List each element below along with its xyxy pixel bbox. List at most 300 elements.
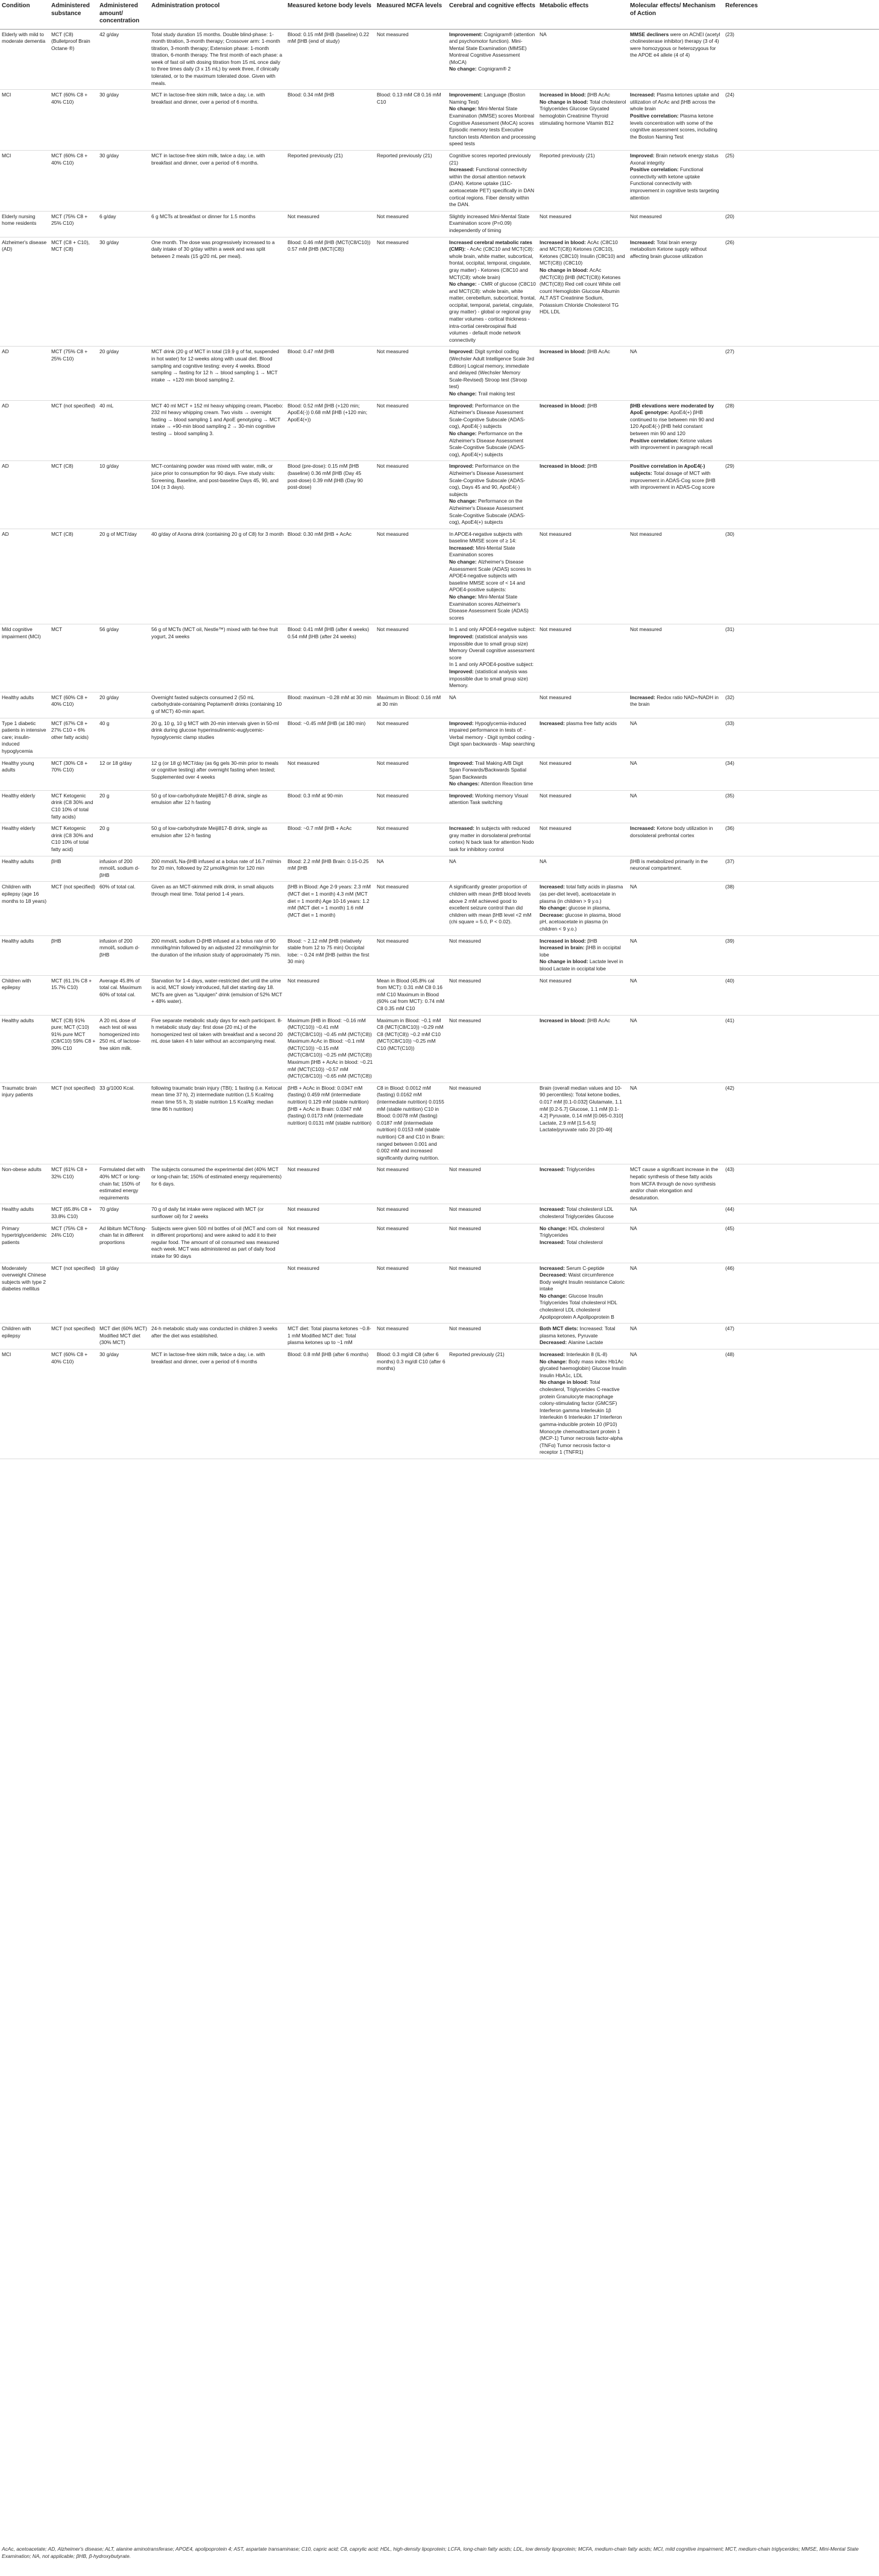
cell-refs: (39) [723,935,879,975]
finding-text: βHB [587,463,597,470]
finding-label: Increased: [630,694,657,700]
finding-text: Glucose Insulin Triglycerides Total cholesterol HDL cholesterol LDL cholesterol Apolipoprotein A Apolipoprotein B [540,1292,617,1320]
cell-molecular [628,29,723,90]
cell-substance: MCT (61% C8 + 32% C10) [49,1164,98,1204]
finding-text: AcAc (C8C10 and MCT(C8)) Ketones (C8C10), Ketones (C8C10) Insulin (C8C10) and MCT(C8)) (C8C10) [540,239,625,266]
finding-label: Increased cerebral metabolic rates (CMR): [449,239,532,253]
cell-amount: 20 g/day [98,347,150,400]
table-footnote: AcAc, acetoacetate; AD, Alzheimer's disease; ALT, alanine aminotransferase; APOE4, apolipoprotein 4; AST, aspartate transaminase; C10, capric acid; C8, caprylic acid; HDL, high-density lipoprotein; LCFA, long-chain fatty acids; LDL, low density lipoprotein; MCFA, medium-chain fatty acids; MCI, mild cognitive impairment; MCT, medium-chain triglycerides; MMSE, Mini-Mental State Examination; NA, not applicable; βHB, β-hydroxybutyrate. [2,2546,859,2559]
cell-cerebral [447,211,538,237]
finding-label: Increased: [540,1351,567,1358]
cell-protocol: Total study duration 15 months. Double blind-phase: 1-month titration, 3-month therapy; Crossover arm: 1-month titration, 3-month therapy; Extension phase: 1-month titration, 6-month therapy. The first month of each phase: a week of fast oil with dosing titration from 15 mL once daily to three times daily (3 x 15 mL) by week three, if clinically tolerated, or to the maximum tolerated dose. Given with meals. [150,29,286,90]
finding-text: Waist circumference Body weight Insulin resistance Caloric intake [540,1272,625,1292]
cell-cerebral [447,461,538,529]
cell-condition: Healthy elderly [0,790,49,823]
finding-label: No change: [449,559,478,565]
cell-metabolic: Reported previously (21) [538,151,628,212]
cell-amount: infusion of 200 mmol/L sodium d-βHB [98,856,150,882]
cell-ketones: Not measured [286,975,375,1015]
cell-metabolic [538,1223,628,1263]
column-header: Measured MCFA levels [375,0,447,29]
cell-protocol: Five separate metabolic study days for each participant. 8-h metabolic study day: first dose (20 mL) of the homogenized test oil taken with breakfast and a second 20 mL dose taken 4 h later without an accompanying meal. [150,1015,286,1082]
finding-text: Mini-Mental State Examination scores Alzheimer's Disease Assessment Scale (ADAS) scores [449,594,529,621]
finding-text: In 1 and only APOE4-negative subject: [449,626,536,633]
cell-mcfa: Not measured [375,758,447,790]
finding-label: Increased in blood: [540,1017,588,1023]
cell-refs: (24) [723,90,879,151]
cell-refs: (32) [723,692,879,718]
cell-condition: AD [0,347,49,400]
cell-molecular: NA [628,975,723,1015]
cell-molecular: NA [628,882,723,935]
finding-label: Increased in blood: [540,937,588,944]
cell-ketones: βHB in Blood: Age 2-9 years: 2.3 mM (MCT diet = 1 month) 4.3 mM (MCT diet = 1 month) Age 10-16 years: 1.2 mM (MCT diet = 1 month) 1.6 mM (MCT diet = 1 month) [286,882,375,935]
cell-protocol: 12 g (or 18 g) MCT/day (as 6g gels 30-min prior to meals or cognitive testing) after overnight fasting when tested; Supplemented over 4 weeks [150,758,286,790]
finding-label: Increased in brain: [540,944,586,951]
finding-text: Total cholesterol [566,1239,603,1245]
cell-ketones: Not measured [286,1164,375,1204]
cell-refs: (28) [723,400,879,461]
cell-ketones: Not measured [286,1223,375,1263]
cell-refs: (41) [723,1015,879,1082]
finding-text: Not measured [449,1264,481,1271]
finding-text: (statistical analysis was impossible due to small group size) Memory. [449,668,528,689]
cell-condition: AD [0,400,49,461]
finding-text: A significantly greater proportion of children with mean βHB blood levels above 2 mM achieved good to excellent seizure control than did children with mean βHB level <2 mM (chi square = 5.0, P < 0.02). [449,884,532,925]
cell-condition: Elderly nursing home residents [0,211,49,237]
cell-protocol: 20 g, 10 g, 10 g MCT with 20-min intervals given in 50-ml drink during glucose hyperinsulinemic-euglycemic-hypoglycemic clamp studies [150,718,286,758]
cell-molecular [628,151,723,212]
cell-molecular: NA [628,1223,723,1263]
cell-mcfa: Not measured [375,461,447,529]
cell-substance: MCT (61.1% C8 + 15.7% C10) [49,975,98,1015]
cell-substance: MCT (75% C8 + 24% C10) [49,1223,98,1263]
finding-text: Total cholesterol LDL cholesterol Triglycerides Glucose [540,1206,614,1219]
cell-condition: Healthy adults [0,1204,49,1223]
finding-text: In subjects with reduced gray matter in dorsolateral prefrontal cortex) N back task for attention Nodo task for inhibitory control [449,825,534,853]
finding-text: Cognigram® (attention and psychomotor function). Mini-Mental State Examination (MMSE) Montreal Cognitive Assessment (MoCA) [449,31,535,65]
table-row [0,29,879,90]
finding-text: In APOE4-negative subjects with baseline MMSE score of ≥ 14: [449,530,523,544]
finding-label: MMSE decliners [630,31,670,37]
finding-label: Increased: [630,825,657,832]
cell-ketones: Not measured [286,211,375,237]
finding-label: No change: [449,281,478,287]
cell-molecular: NA [628,790,723,823]
cell-refs: (37) [723,856,879,882]
finding-text: Working memory Visual attention Task switching [449,792,528,806]
cell-amount: 12 or 18 g/day [98,758,150,790]
finding-text: Not measured [630,626,662,633]
column-header: References [723,0,879,29]
cell-mcfa: Not measured [375,400,447,461]
cell-molecular [628,692,723,718]
finding-label: Increased: [540,1264,567,1271]
cell-cerebral [447,1015,538,1082]
cell-ketones: βHB + AcAc in Blood: 0.0347 mM (fasting) 0.459 mM (intermediate nutrition) 0.129 mM (stable nutrition) βHB + AcAc in Brain: 0.0347 mM (fasting) 0.0173 mM (intermediate nutrition) 0.0131 mM (stable nutrition) [286,1082,375,1164]
cell-cerebral [447,400,538,461]
finding-text: Not measured [449,1084,481,1091]
cell-protocol: MCT in lactose-free skim milk, twice a day, i.e. with breakfast and dinner, over a period of 6 months [150,1349,286,1459]
cell-protocol [150,1263,286,1324]
cell-mcfa: Not measured [375,1204,447,1223]
cell-condition: AD [0,529,49,624]
cell-cerebral [447,1324,538,1349]
cell-protocol: The subjects consumed the experimental diet (40% MCT or long-chain fat; 150% of estimated energy requirements) for 6 days. [150,1164,286,1204]
table-header-row [0,0,879,29]
finding-label: Increased: [540,1166,567,1173]
cell-metabolic [538,1349,628,1459]
finding-label: No change: [540,905,569,911]
cell-refs: (31) [723,624,879,692]
finding-label: No change: [540,1225,569,1231]
finding-label: No change in blood: [540,1379,590,1386]
table-row [0,1015,879,1082]
cell-amount: 6 g/day [98,211,150,237]
finding-label: Increased: [540,1239,567,1245]
cell-ketones: Blood: maximum ~0.28 mM at 30 min [286,692,375,718]
finding-text: Not measured [630,530,662,537]
cell-mcfa: Not measured [375,29,447,90]
column-header: Administered amount/ concentration [98,0,150,29]
finding-label: Increased: [449,166,476,173]
finding-text: Performance on the Alzheimer's Disease Assessment Scale-Cognitive Subscale (ADAS-cog), Days 45 and 90, ApoE4(-) subjects [449,463,526,497]
cell-ketones: Reported previously (21) [286,151,375,212]
cell-metabolic: Not measured [538,692,628,718]
cell-refs: (42) [723,1082,879,1164]
cell-amount: 60% of total cal. [98,882,150,935]
finding-text: Body mass index Hb1Ac glycated haemoglobin) Glucose Insulin Insulin HbA1c, LDL [540,1358,626,1378]
cell-substance: βHB [49,856,98,882]
cell-protocol: 56 g of MCTs (MCT oil, Nestle™) mixed with fat-free fruit yogurt, 24 weeks [150,624,286,692]
cell-amount: Formulated diet with 40% MCT or long-chain fat; 150% of estimated energy requirements [98,1164,150,1204]
cell-amount: 30 g/day [98,1349,150,1459]
finding-label: No change: [540,1358,569,1365]
cell-substance: MCT (75% C8 + 25% C10) [49,211,98,237]
finding-text: Functional connectivity with ketone uptake Functional connectivity with improvement in cognitive tests targeting attention [630,166,719,201]
finding-text: total fatty acids in plasma (as per-diet level), acetoacetate in plasma (in children > 9 y.o.) [540,884,623,904]
cell-mcfa: Blood: 0.13 mM C8 0.16 mM C10 [375,90,447,151]
finding-text: glucose in plasma, blood pH, acetoacetate in plasma (in children < 9 y.o.) [540,911,621,932]
finding-text: were on AChEI (acetyl cholinesterase inhibitor) therapy (3 of 4) were homozygous or heterozygous for the APOE e4 allele (4 of 4) [630,31,720,58]
cell-amount: Average 45.8% of total cal. Maximum 60% of total cal. [98,975,150,1015]
finding-label: Improved: [449,402,475,409]
cell-condition: Primary hypertriglyceridemic patients [0,1223,49,1263]
cell-mcfa: Not measured [375,718,447,758]
cell-molecular: NA [628,1015,723,1082]
cell-metabolic [538,1164,628,1204]
cell-metabolic: Not measured [538,758,628,790]
cell-ketones: Blood: 0.3 mM at 90-min [286,790,375,823]
finding-label: Increased: [449,825,476,832]
cell-substance: MCT (C8 + C10), MCT (C8) [49,237,98,347]
finding-label: No change: [449,391,478,397]
finding-text: ApoE4(+) βHB continued to rise between min 90 and 120 ApoE4(-) βHB held constant between min 90 and 120 [630,409,714,436]
finding-text: Serum C-peptide [566,1264,605,1271]
column-header: Condition [0,0,49,29]
cell-ketones: Maximum βHB in Blood: ~0.16 mM (MCT(C10)) ~0.41 mM (MCT(C8/C10)) ~0.45 mM (MCT(C8)) Maximum AcAc in Blood: ~0.1 mM (MCT(C10)) ~0.15 mM (MCT(C8/C10)) ~0.25 mM (MCT(C8)) Maximum βHB + AcAc in blood: ~0.21 mM (MCT(C10)) ~0.57 mM (MCT(C8/C10)) ~0.65 mM (MCT(C8)) [286,1015,375,1082]
cell-refs: (47) [723,1324,879,1349]
column-header: Measured ketone body levels [286,0,375,29]
finding-text: βHB AcAc [587,1017,610,1023]
finding-text: - CMR of glucose (C8C10 and MCT(C8): whole brain, white matter, cerebellum, subcortical, frontal, occipital, temporal, parietal, cingulate, gray matter) - global or regional gray matter volumes - cortical thickness - intra-cortial cerebrospinal fluid volumes - default mode network connectivity [449,281,536,343]
column-header: Metabolic effects [538,0,628,29]
finding-label: Decreased: [540,1339,569,1346]
finding-text: Brain network energy status Axonal integrity [630,152,719,166]
table-row [0,1263,879,1324]
cell-molecular [628,856,723,882]
cell-cerebral [447,1164,538,1204]
cell-mcfa: Mean in Blood (45.8% cal from MCT): 0.31 mM C8 0.16 mM C10 Maximum in Blood (60% cal from MCT): 0.74 mM C8 0.35 mM C10 [375,975,447,1015]
table-row [0,529,879,624]
table-row [0,211,879,237]
cell-cerebral [447,935,538,975]
finding-text: βHB [587,402,597,409]
cell-protocol: 70 g of daily fat intake were replaced with MCT (or sunflower oil) for 2 weeks [150,1204,286,1223]
cell-refs: (36) [723,823,879,856]
finding-label: No change: [449,66,478,72]
cell-ketones: Blood: ~ 2.12 mM βHB (relatively stable from 12 to 75 min) Occipital lobe: ~ 0.24 mM βHB (within the first 30 min) [286,935,375,975]
cell-substance: MCT (not specified) [49,1324,98,1349]
table-row [0,400,879,461]
cell-metabolic: Not measured [538,790,628,823]
cell-amount: 30 g/day [98,90,150,151]
cell-condition: Healthy young adults [0,758,49,790]
finding-label: Both MCT diets: [540,1325,580,1332]
cell-condition: AD [0,461,49,529]
finding-text: βHB AcAc [587,92,610,98]
cell-amount: 40 g [98,718,150,758]
cell-amount: 30 g/day [98,151,150,212]
cell-metabolic [538,718,628,758]
finding-text: glucose in plasma, [568,905,611,911]
cell-protocol: One month. The dose was progressively increased to a daily intake of 30 g/day within a week and was split between 2 meals (15 g/20 mL per meal). [150,237,286,347]
table-row [0,758,879,790]
cell-amount: 30 g/day [98,237,150,347]
table-row [0,1164,879,1204]
cell-metabolic [538,1324,628,1349]
cell-molecular: NA [628,1082,723,1164]
cell-mcfa: Not measured [375,1223,447,1263]
cell-protocol: MCT in lactose-free skim milk, twice a day, i.e. with breakfast and dinner, over a period of 6 months. [150,151,286,212]
cell-protocol: 6 g MCTs at breakfast or dinner for 1.5 months [150,211,286,237]
cell-molecular [628,237,723,347]
cell-cerebral [447,790,538,823]
cell-mcfa: Not measured [375,529,447,624]
cell-cerebral [447,151,538,212]
finding-label: Increased: [540,720,567,726]
finding-text: Mini-Mental State Examination (MMSE) scores Montreal Cognitive Assessment (MoCA) scores Episodic memory tests Executive function tests Attention and processing speed tests [449,105,536,147]
cell-substance: MCT (not specified) [49,1082,98,1164]
cell-mcfa: Not measured [375,624,447,692]
cell-condition: Healthy elderly [0,823,49,856]
cell-refs: (34) [723,758,879,790]
cell-metabolic [538,935,628,975]
cell-condition: Healthy adults [0,692,49,718]
cell-amount: 20 g [98,790,150,823]
cell-mcfa: Maximum in Blood: ~0.1 mM C8 (MCT(C8/C10)) ~0.29 mM C8 (MCT(C8)) ~0.2 mM C10 (MCT(C8/C10)) ~0.25 mM C10 (MCT(C10)) [375,1015,447,1082]
cell-cerebral [447,718,538,758]
cell-substance: MCT (60% C8 + 40% C10) [49,1349,98,1459]
cell-metabolic: Not measured [538,211,628,237]
cell-metabolic [538,347,628,400]
cell-cerebral [447,624,538,692]
cell-ketones: Blood: 0.34 mM βHB [286,90,375,151]
table-row [0,692,879,718]
cell-cerebral [447,823,538,856]
cell-cerebral [447,975,538,1015]
cell-refs: (43) [723,1164,879,1204]
finding-text: Ketone values with improvement in paragraph recall [630,437,713,451]
finding-text: βHB [587,937,597,944]
cell-substance: MCT (30% C8 + 70% C10) [49,758,98,790]
cell-protocol: MCT drink (20 g of MCT in total (19.9 g of fat, suspended in hot water) for 12-weeks along with usual diet. Blood sampling and cognitive testing: every 4 weeks. Blood sampling → fasting for 12 h → blood sampling 1 → MCT intake → +120 min blood sampling 2. [150,347,286,400]
finding-text: Alanine Lactate [568,1339,603,1346]
cell-molecular [628,624,723,692]
cell-protocol: Overnight fasted subjects consumed 2 (50 mL carbohydrate-containing Peptamen® drinks (containing 10 g of MCT) 40-min apart. [150,692,286,718]
finding-text: Interleukin 8 (IL-8) [566,1351,608,1358]
finding-label: Improved: [449,720,475,726]
cell-protocol: following traumatic brain injury (TBI); 1 fasting (i.e. Ketocal mean time 37 h), 2) intermediate nutrition (1.5 Kcal/mg mean time 55 h, 3) stable nutrition 1.5 Kcal/kg: median time 86 h nutrition) [150,1082,286,1164]
table-row [0,790,879,823]
finding-text: - AcAc (C8C10 and MCT(C8): whole brain, white matter, subcortical, frontal, occipital, temporal, cingulate, gray matter) - Ketones (C8C10 and MCT(C8): whole brain) [449,246,534,280]
cell-condition: MCI [0,1349,49,1459]
cell-ketones: Blood: 0.41 mM βHB (after 4 weeks) 0.54 mM βHB (after 24 weeks) [286,624,375,692]
finding-text: Cognigram® 2 [477,66,511,72]
cell-metabolic [538,400,628,461]
cell-metabolic [538,882,628,935]
cell-metabolic [538,1263,628,1324]
cell-condition: Traumatic brain injury patients [0,1082,49,1164]
table-row [0,1204,879,1223]
cell-ketones: Blood: ~0.45 mM βHB (at 180 min) [286,718,375,758]
cell-substance: MCT (C8) [49,461,98,529]
cell-cerebral [447,692,538,718]
finding-text: Plasma ketone levels concentration with some of the cognitive assessment scores, including the Boston Naming Test [630,113,717,140]
cell-amount: MCT diet (60% MCT) Modified MCT diet (30% MCT) [98,1324,150,1349]
finding-label: No change in blood: [540,98,590,105]
finding-text: Trail Making A/B Digit Span Forwards/Backwards Spatial Span Backwards [449,759,527,780]
cell-protocol: Starvation for 1-4 days, water-restricted diet until the urine is acid, MCT slowly introduced, full diet starting day 18. MCTs are given as "Liquigen" drink (emulsion of 52% MCT + 48% water). [150,975,286,1015]
column-header: Administered substance [49,0,98,29]
cell-metabolic: Not measured [538,823,628,856]
finding-text: βHB in occipital lobe [540,944,621,958]
cell-metabolic [538,90,628,151]
cell-protocol: Given as an MCT-skimmed milk drink, in small aliquots through meal time. Total period 1-4 years. [150,882,286,935]
finding-label: Positive correlation: [630,113,680,119]
cell-refs: (25) [723,151,879,212]
cell-ketones: Blood: 0.30 mM βHB + AcAc [286,529,375,624]
cell-protocol: 50 g of low-carbohydrate Meiji817-B drink, single as emulsion after 12 h fasting [150,790,286,823]
finding-text: Not measured [449,977,481,984]
finding-text: Slightly increased Mini-Mental State Examination score (P=0.09) independently of timing [449,213,530,233]
cell-molecular: NA [628,935,723,975]
table-row [0,1223,879,1263]
cell-amount: 56 g/day [98,624,150,692]
finding-text: HDL cholesterol Triglycerides [540,1225,605,1239]
cell-mcfa: Not measured [375,211,447,237]
finding-label: Increased in blood: [540,92,588,98]
cell-mcfa: Not measured [375,347,447,400]
finding-label: Improved: [630,152,656,159]
cell-molecular: NA [628,1263,723,1324]
cell-amount: 40 mL [98,400,150,461]
cell-molecular: NA [628,1324,723,1349]
cell-molecular [628,400,723,461]
cell-mcfa: Reported previously (21) [375,151,447,212]
cell-condition: Healthy adults [0,935,49,975]
finding-text: Ketone body utilization in dorsolateral prefrontal cortex [630,825,713,838]
cell-refs: (27) [723,347,879,400]
cell-mcfa: Not measured [375,823,447,856]
cell-protocol: MCT 40 ml MCT + 152 ml heavy whipping cream, Placebo: 232 ml heavy whipping cream. Two visits → overnight fasting → blood sampling 1 and ApoE genotyping → MCT intake → +90-min blood sampling 2 → 30-min cognitive testing → blood sampling 3. [150,400,286,461]
cell-ketones: Blood: 2.2 mM βHB Brain: 0.15-0.25 mM βHB [286,856,375,882]
table-row [0,347,879,400]
cell-protocol: Subjects were given 500 ml bottles of oil (MCT and corn oil in different proportions) and were asked to add it to their regular food. The amount of oil consumed was measured each week. MCT was administered as part of daily food intake for 90 days [150,1223,286,1263]
cell-condition: MCI [0,151,49,212]
cell-cerebral [447,856,538,882]
finding-label: Increased: [630,92,657,98]
cell-mcfa: Blood: 0.3 mg/dl C8 (after 6 months) 0.3 mg/dl C10 (after 6 months) [375,1349,447,1459]
cell-cerebral [447,882,538,935]
cell-molecular [628,461,723,529]
cell-refs: (38) [723,882,879,935]
finding-label: Improved: [449,463,475,470]
finding-label: Increased: [540,1206,567,1213]
cell-molecular: NA [628,758,723,790]
finding-text: βHB AcAc [587,348,610,355]
cell-amount: 18 g/day [98,1263,150,1324]
cell-metabolic: Not measured [538,624,628,692]
finding-text: Total cholesterol Triglycerides Glucose Glycated hemoglobin Creatinine Thyroid stimulating hormone Vitamin B12 [540,98,626,126]
cell-amount: A 20 mL dose of each test oil was homogenized into 250 mL of lactose-free skim milk. [98,1015,150,1082]
cell-refs: (30) [723,529,879,624]
cell-refs: (26) [723,237,879,347]
finding-text: Increased: Total plasma ketones, Pyruvate [540,1325,616,1339]
table-row [0,151,879,212]
cell-condition: Non-obese adults [0,1164,49,1204]
cell-substance: MCT (C8) (Bulletproof Brain Octane ®) [49,29,98,90]
finding-label: Increased in blood: [540,402,588,409]
cell-molecular [628,211,723,237]
cell-amount: 20 g [98,823,150,856]
table-row [0,823,879,856]
cell-substance: MCT (60% C8 + 40% C10) [49,151,98,212]
cell-molecular: NA [628,1349,723,1459]
table-row [0,975,879,1015]
finding-label: Improved: [449,348,475,355]
cell-mcfa: Not measured [375,1164,447,1204]
finding-text: Lactate level in blood Lactate in occipital lobe [540,958,623,972]
finding-text: Not measured [449,937,481,944]
cell-condition: Children with epilepsy (age 16 months to 18 years) [0,882,49,935]
cell-metabolic: Not measured [538,529,628,624]
cell-condition: Moderately overweight Chinese subjects with type 2 diabetes mellitus [0,1263,49,1324]
table-row [0,935,879,975]
finding-label: No change in blood: [540,958,590,965]
cell-mcfa: Not measured [375,882,447,935]
cell-condition: Children with epilepsy [0,1324,49,1349]
finding-text: Reported previously (21) [449,1351,505,1358]
finding-label: Improved: [449,759,475,766]
finding-label: Improved: [449,792,475,799]
cell-metabolic [538,1204,628,1223]
cell-refs: (48) [723,1349,879,1459]
cell-refs: (46) [723,1263,879,1324]
finding-label: Decrease: [540,911,566,918]
table-row [0,624,879,692]
cell-condition: Mild cognitive impairment (MCI) [0,624,49,692]
